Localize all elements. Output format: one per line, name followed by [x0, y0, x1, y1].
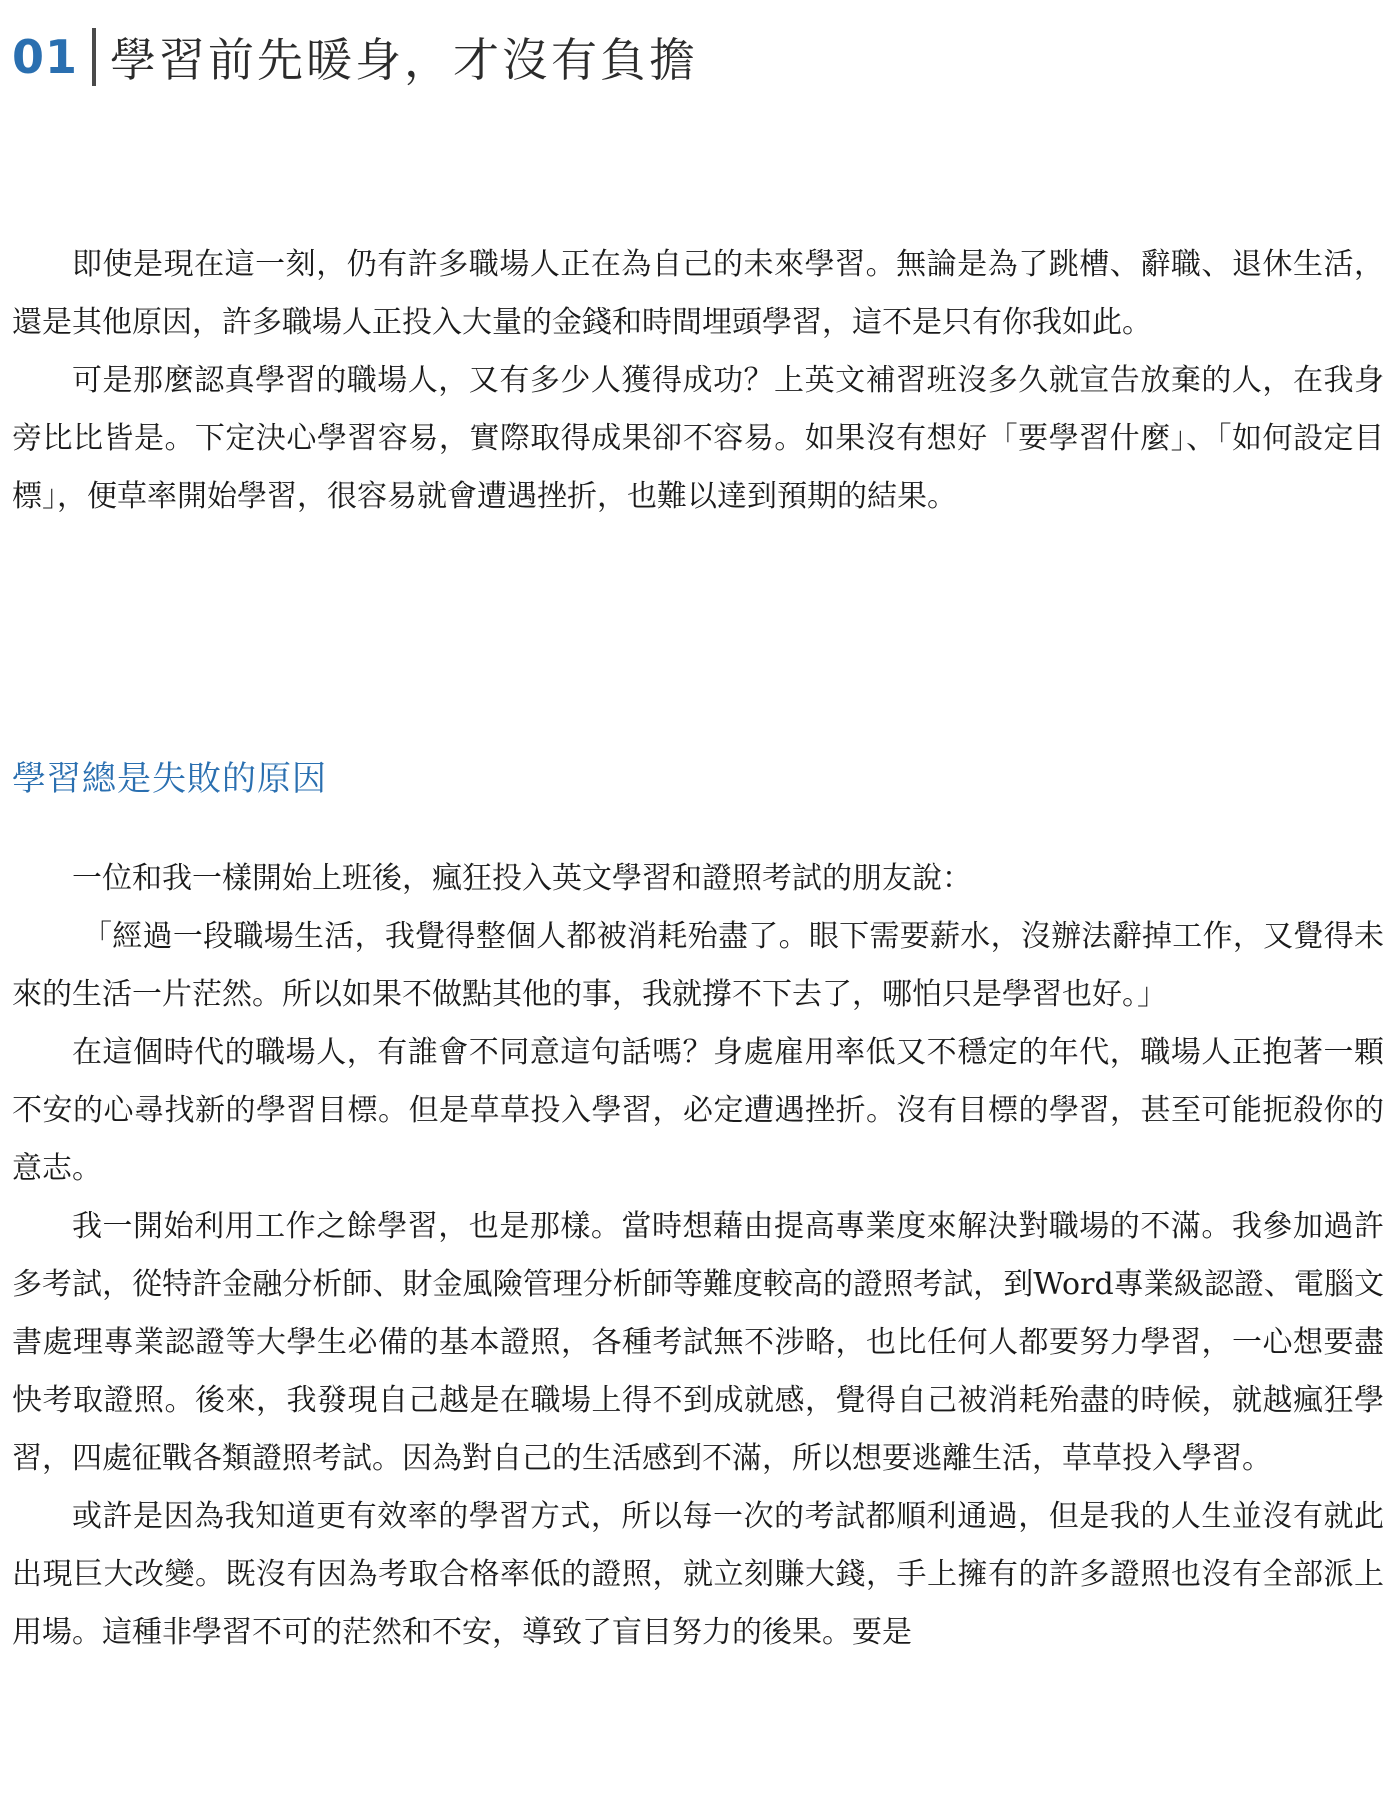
paragraph: 我一開始利用工作之餘學習，也是那樣。當時想藉由提高專業度來解決對職場的不滿。我參加過許多考試，從特許金融分析師、財金風險管理分析師等難度較高的證照考試，到Word專業級認證、電腦文書處理專業認證等大學生必備的基本證照，各種考試無不涉略，也比任何人都要努力學習，一心想要盡快考取證照。後來，我發現自己越是在職場上得不到成就感，覺得自己被消耗殆盡的時候，就越瘋狂學習，四處征戰各類證照考試。因為對自己的生活感到不滿，所以想要逃離生活，草草投入學習。 [12, 1209, 1384, 1476]
paragraph: 一位和我一樣開始上班後，瘋狂投入英文學習和證照考試的朋友說： [72, 861, 972, 896]
paragraph: 或許是因為我知道更有效率的學習方式，所以每一次的考試都順利通過，但是我的人生並沒有就此出現巨大改變。既沒有因為考取合格率低的證照，就立刻賺大錢，手上擁有的許多證照也沒有全部派上用場。這種非學習不可的茫然和不安，導致了盲目努力的後果。要是 [12, 1499, 1384, 1650]
paragraph: 在這個時代的職場人，有誰會不同意這句話嗎？身處雇用率低又不穩定的年代，職場人正抱著一顆不安的心尋找新的學習目標。但是草草投入學習，必定遭遇挫折。沒有目標的學習，甚至可能扼殺你的意志。 [12, 1035, 1384, 1186]
paragraph: 「經過一段職場生活，我覺得整個人都被消耗殆盡了。眼下需要薪水，沒辦法辭掉工作，又覺得未來的生活一片茫然。所以如果不做點其他的事，我就撐不下去了，哪怕只是學習也好。」 [12, 919, 1384, 1012]
section-heading: 學習總是失敗的原因 [12, 759, 327, 799]
chapter-divider [92, 28, 96, 86]
chapter-header [12, 22, 698, 92]
paragraph: 即使是現在這一刻，仍有許多職場人正在為自己的未來學習。無論是為了跳槽、辭職、退休生活，還是其他原因，許多職場人正投入大量的金錢和時間埋頭學習，這不是只有你我如此。 [12, 247, 1384, 340]
chapter-title: 學習前先暖身，才沒有負擔 [110, 33, 699, 87]
intro-text [12, 236, 1384, 526]
section-text [12, 850, 1384, 1662]
chapter-number: 01 [12, 30, 79, 84]
paragraph: 可是那麼認真學習的職場人，又有多少人獲得成功？上英文補習班沒多久就宣告放棄的人，在我身旁比比皆是。下定決心學習容易，實際取得成果卻不容易。如果沒有想好「要學習什麼」、「如何設定目標」，便草率開始學習，很容易就會遭遇挫折，也難以達到預期的結果。 [12, 363, 1384, 514]
